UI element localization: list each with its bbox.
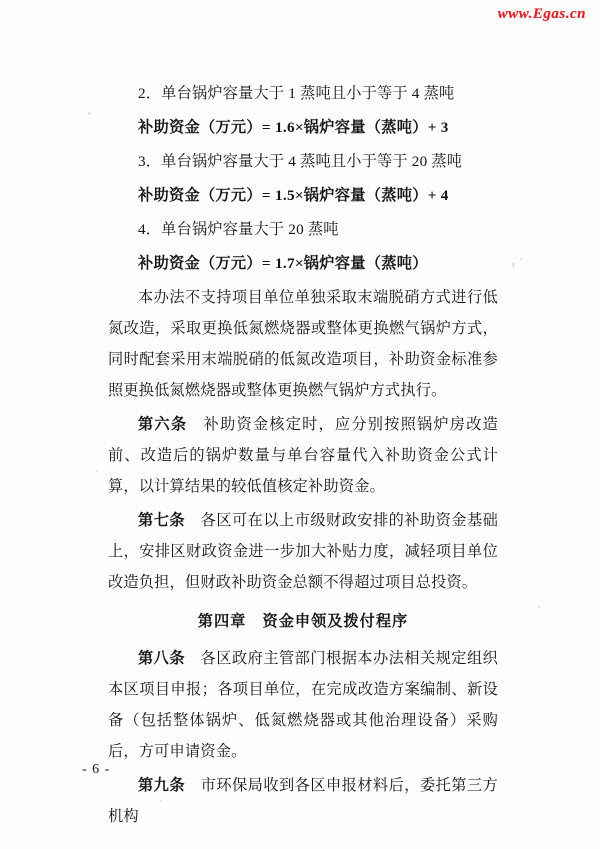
paper-speck <box>96 470 98 472</box>
list-item-3: 3．单台锅炉容量大于 4 蒸吨且小于等于 20 蒸吨 <box>138 153 463 170</box>
article-6-label: 第六条 <box>138 416 188 433</box>
paper-speck <box>538 606 540 608</box>
formula-4: 补助资金（万元）= 1.7×锅炉容量（蒸吨） <box>138 255 428 272</box>
chapter-4-heading: 第四章 资金申领及拨付程序 <box>197 613 409 630</box>
article-9-text: 市环保局收到各区申报材料后，委托第三方机构 <box>108 777 498 825</box>
page-number: - 6 - <box>82 762 111 777</box>
article-7 <box>108 505 498 598</box>
article-9 <box>108 770 498 832</box>
article-9-label: 第九条 <box>138 777 185 794</box>
article-6-text: 补助资金核定时，应分别按照锅炉房改造前、改造后的锅炉数量与单台容量代入补助资金公式计算，以计算结果的较低值核定补助资金。 <box>108 416 498 495</box>
document-body <box>108 78 498 832</box>
watermark-text: www.Egas.cn <box>497 6 586 22</box>
article-8-label: 第八条 <box>138 650 185 667</box>
article-8 <box>108 643 498 767</box>
article-7-label: 第七条 <box>138 512 185 529</box>
list-item-4: 4．单台锅炉容量大于 20 蒸吨 <box>138 221 339 238</box>
article-6 <box>108 409 498 502</box>
list-item-2: 2．单台锅炉容量大于 1 蒸吨且小于等于 4 蒸吨 <box>138 85 455 102</box>
paper-speck <box>88 112 91 115</box>
formula-2: 补助资金（万元）= 1.6×锅炉容量（蒸吨）+ 3 <box>138 119 449 136</box>
formula-3: 补助资金（万元）= 1.5×锅炉容量（蒸吨）+ 4 <box>138 187 449 204</box>
article-7-text: 各区可在以上市级财政安排的补助资金基础上，安排区财政资金进一步加大补贴力度，减轻项目单位改造负担，但财政补助资金总额不得超过项目总投资。 <box>108 512 498 591</box>
paper-speck <box>512 262 515 268</box>
article-8-text: 各区政府主管部门根据本办法相关规定组织本区项目申报；各项目单位，在完成改造方案编制、新设备（包括整体锅炉、低氮燃烧器或其他治理设备）采购后，方可申请资金。 <box>108 650 498 760</box>
paper-speck <box>520 258 522 260</box>
paragraph-method: 本办法不支持项目单位单独采取末端脱硝方式进行低氮改造，采取更换低氮燃烧器或整体更换燃气锅炉方式，同时配套采用末端脱硝的低氮改造项目，补助资金标准参照更换低氮燃烧器或整体更换燃气锅炉方式执行。 <box>108 289 498 399</box>
